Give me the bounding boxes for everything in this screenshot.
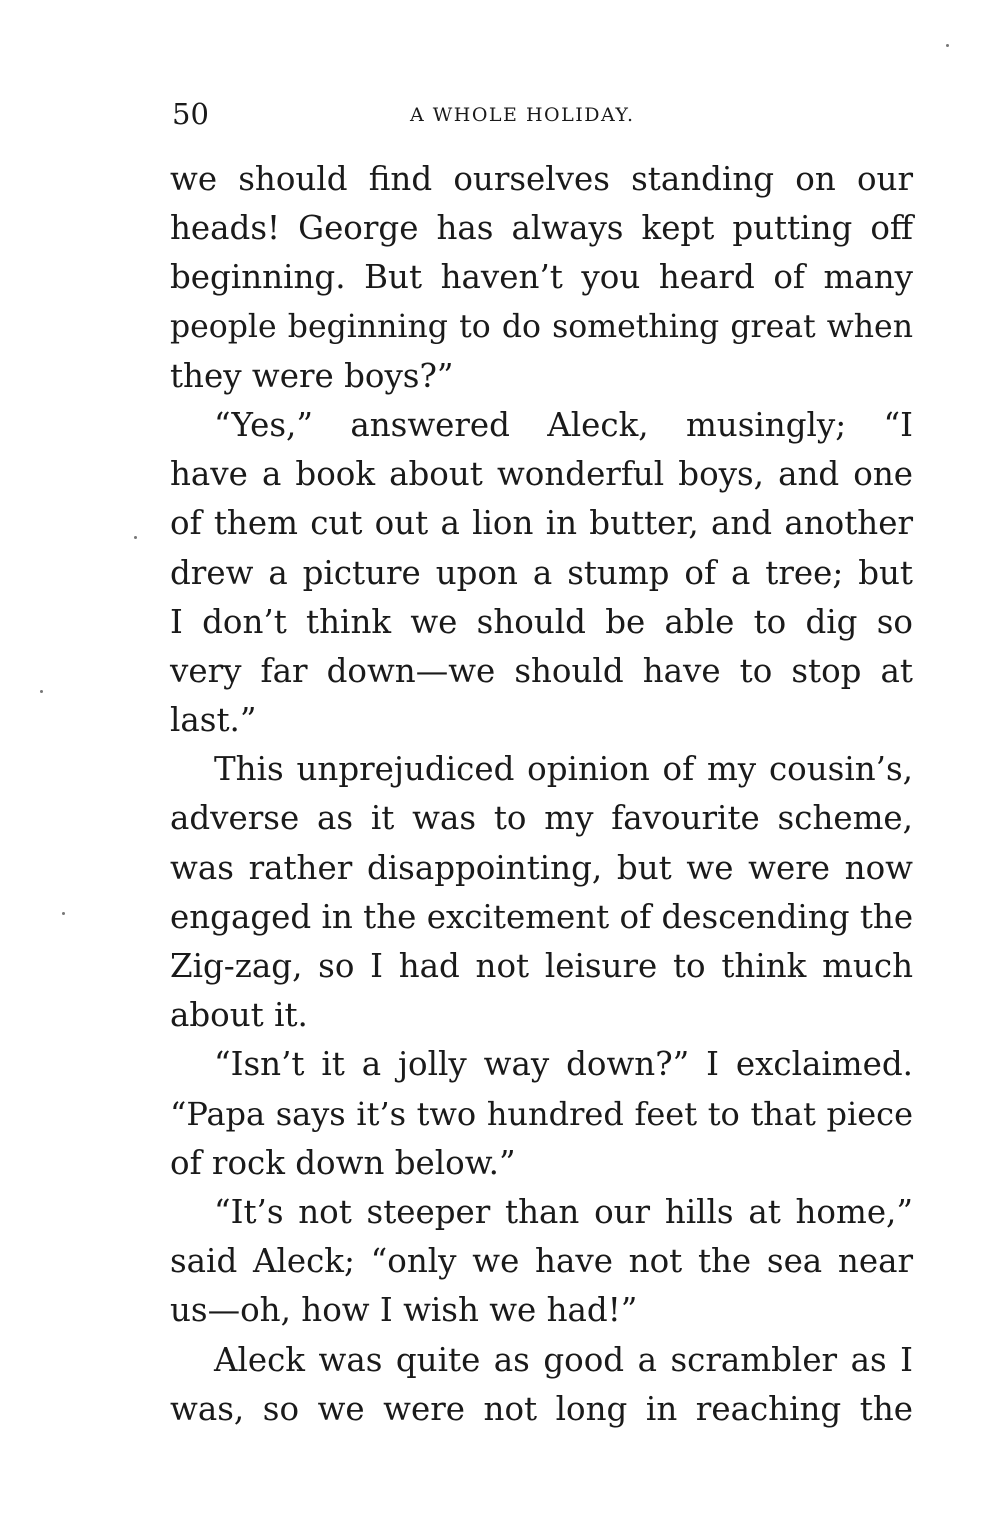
text-line: engaged in the excitement of descending the xyxy=(170,897,914,936)
body-text xyxy=(170,155,913,1434)
scan-speck xyxy=(134,536,137,539)
text-line: about it. xyxy=(170,996,308,1035)
scan-speck xyxy=(40,690,43,693)
running-title: A WHOLE HOLIDAY. xyxy=(410,104,635,126)
text-line: “Yes,” answered Aleck, musingly; “I xyxy=(214,405,913,444)
text-line: “It’s not steeper than our hills at home,” xyxy=(214,1192,913,1231)
page-number: 50 xyxy=(172,97,209,131)
text-line: people beginning to do something great when xyxy=(170,308,913,345)
text-line: “Papa says it’s two hundred feet to that piece xyxy=(170,1094,913,1133)
scan-speck xyxy=(946,44,949,47)
text-line: Aleck was quite as good a scrambler as I xyxy=(214,1340,913,1379)
page-header xyxy=(170,96,915,136)
text-line: drew a picture upon a stump of a tree; but xyxy=(170,553,913,592)
text-line: I don’t think we should be able to dig so xyxy=(170,602,913,641)
text-line: was, so we were not long in reaching the xyxy=(170,1389,913,1428)
text-line: of rock down below.” xyxy=(170,1143,516,1182)
text-line: have a book about wonderful boys, and one xyxy=(170,455,913,494)
text-line: last.” xyxy=(170,701,257,740)
text-line: of them cut out a lion in butter, and another xyxy=(170,504,913,543)
text-line: Zig-zag, so I had not leisure to think much xyxy=(170,947,913,985)
text-line: adverse as it was to my favourite scheme, xyxy=(170,799,913,838)
text-line: very far down—we should have to stop at xyxy=(170,651,913,690)
text-line: beginning. But haven’t you heard of many xyxy=(170,258,913,297)
text-line: heads! George has always kept putting off xyxy=(170,209,913,248)
text-line: This unprejudiced opinion of my cousin’s, xyxy=(214,750,913,789)
text-line: was rather disappointing, but we were now xyxy=(170,848,913,887)
text-line: us—oh, how I wish we had!” xyxy=(170,1291,638,1330)
text-line: said Aleck; “only we have not the sea near xyxy=(170,1242,913,1281)
text-line: they were boys?” xyxy=(170,356,454,395)
text-line: “Isn’t it a jolly way down?” I exclaimed. xyxy=(214,1045,913,1084)
text-line: we should find ourselves standing on our xyxy=(170,160,913,198)
scan-speck xyxy=(62,912,65,915)
